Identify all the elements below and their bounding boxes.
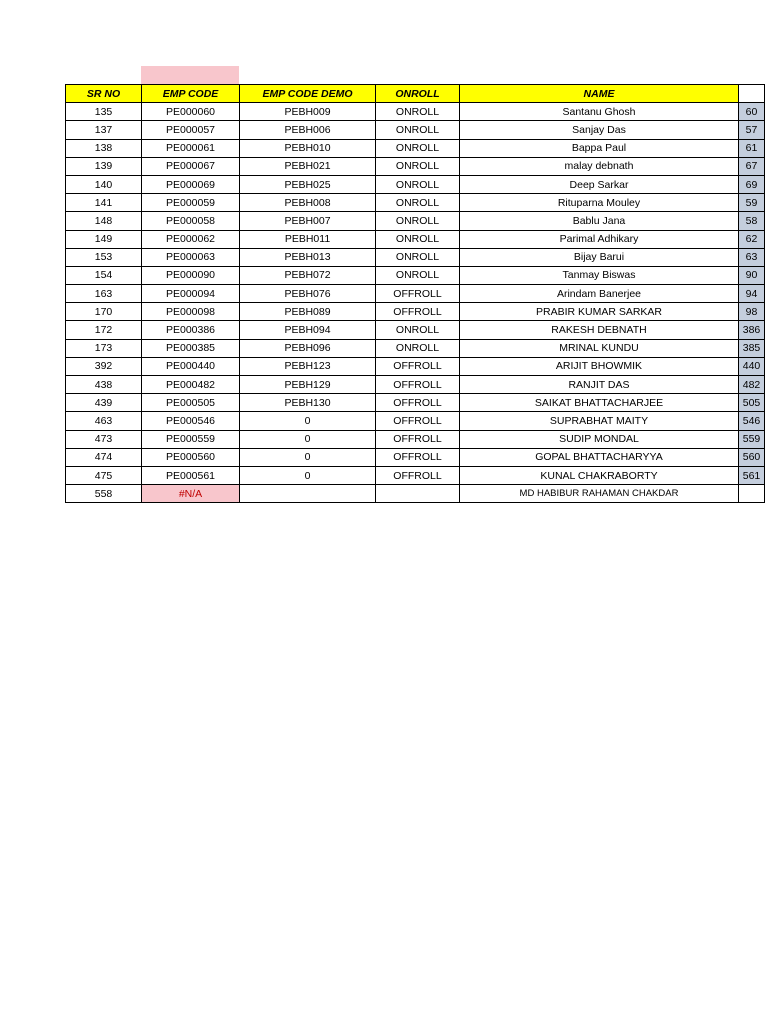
cell-name[interactable]: Bappa Paul — [460, 139, 739, 157]
cell-number[interactable]: 386 — [739, 321, 765, 339]
cell-sr-no[interactable]: 558 — [66, 485, 142, 503]
cell-emp-code-demo[interactable]: PEBH010 — [240, 139, 376, 157]
cell-sr-no[interactable]: 153 — [66, 248, 142, 266]
cell-onroll[interactable]: ONROLL — [376, 266, 460, 284]
cell-emp-code[interactable]: PE000560 — [142, 448, 240, 466]
cell-onroll[interactable]: ONROLL — [376, 321, 460, 339]
cell-emp-code[interactable]: PE000385 — [142, 339, 240, 357]
cell-sr-no[interactable]: 170 — [66, 303, 142, 321]
cell-name[interactable]: Bijay Barui — [460, 248, 739, 266]
table-row — [66, 157, 765, 175]
cell-sr-no[interactable]: 139 — [66, 157, 142, 175]
cell-emp-code-demo[interactable]: PEBH007 — [240, 212, 376, 230]
cell-sr-no[interactable]: 438 — [66, 376, 142, 394]
cell-name[interactable]: GOPAL BHATTACHARYYA — [460, 448, 739, 466]
table-row — [66, 139, 765, 157]
cell-name[interactable]: Sanjay Das — [460, 121, 739, 139]
cell-name[interactable]: SUPRABHAT MAITY — [460, 412, 739, 430]
cell-onroll[interactable]: OFFROLL — [376, 285, 460, 303]
table-row-last — [66, 485, 765, 503]
cell-emp-code[interactable]: PE000059 — [142, 194, 240, 212]
cell-name[interactable]: PRABIR KUMAR SARKAR — [460, 303, 739, 321]
cell-sr-no[interactable]: 140 — [66, 175, 142, 193]
cell-number[interactable]: 69 — [739, 175, 765, 193]
cell-number[interactable]: 482 — [739, 376, 765, 394]
cell-emp-code[interactable]: PE000063 — [142, 248, 240, 266]
cell-number[interactable]: 61 — [739, 139, 765, 157]
cell-emp-code[interactable]: PE000386 — [142, 321, 240, 339]
header-emp-code-demo[interactable]: EMP CODE DEMO — [240, 85, 376, 103]
header-number[interactable] — [739, 85, 765, 103]
cell-onroll[interactable]: OFFROLL — [376, 303, 460, 321]
cell-name[interactable]: Deep Sarkar — [460, 175, 739, 193]
cell-emp-code-demo[interactable]: PEBH013 — [240, 248, 376, 266]
cell-name[interactable]: Rituparna Mouley — [460, 194, 739, 212]
cell-onroll[interactable]: OFFROLL — [376, 394, 460, 412]
table-body — [66, 103, 765, 503]
cell-emp-code-demo[interactable]: 0 — [240, 466, 376, 484]
employee-table — [65, 84, 765, 503]
cell-sr-no[interactable]: 138 — [66, 139, 142, 157]
cell-emp-code[interactable]: PE000440 — [142, 357, 240, 375]
cell-emp-code[interactable]: PE000069 — [142, 175, 240, 193]
cell-number[interactable] — [739, 485, 765, 503]
header-sr-no[interactable]: SR NO — [66, 85, 142, 103]
cell-onroll[interactable]: ONROLL — [376, 230, 460, 248]
cell-sr-no[interactable]: 474 — [66, 448, 142, 466]
cell-name[interactable]: Tanmay Biswas — [460, 266, 739, 284]
cell-number[interactable]: 59 — [739, 194, 765, 212]
table-row — [66, 103, 765, 121]
cell-number[interactable]: 561 — [739, 466, 765, 484]
cell-emp-code[interactable]: PE000094 — [142, 285, 240, 303]
cell-emp-code[interactable]: PE000559 — [142, 430, 240, 448]
cell-sr-no[interactable]: 163 — [66, 285, 142, 303]
cell-number[interactable]: 57 — [739, 121, 765, 139]
cell-emp-code[interactable]: PE000482 — [142, 376, 240, 394]
table-row — [66, 357, 765, 375]
table-row — [66, 448, 765, 466]
cell-sr-no[interactable]: 149 — [66, 230, 142, 248]
cell-emp-code[interactable]: PE000090 — [142, 266, 240, 284]
header-emp-code[interactable]: EMP CODE — [142, 85, 240, 103]
cell-number[interactable]: 58 — [739, 212, 765, 230]
cell-number[interactable]: 98 — [739, 303, 765, 321]
cell-emp-code-demo[interactable]: PEBH011 — [240, 230, 376, 248]
cell-name[interactable]: KUNAL CHAKRABORTY — [460, 466, 739, 484]
cell-onroll[interactable] — [376, 485, 460, 503]
cell-emp-code[interactable]: PE000061 — [142, 139, 240, 157]
cell-onroll[interactable]: OFFROLL — [376, 466, 460, 484]
cell-emp-code-demo[interactable]: PEBH129 — [240, 376, 376, 394]
cell-name[interactable]: MD HABIBUR RAHAMAN CHAKDAR — [460, 485, 739, 503]
table-row — [66, 376, 765, 394]
cell-sr-no[interactable]: 463 — [66, 412, 142, 430]
cell-name[interactable]: RANJIT DAS — [460, 376, 739, 394]
highlighted-header-cell — [141, 66, 239, 84]
cell-emp-code-demo[interactable]: 0 — [240, 448, 376, 466]
cell-emp-code[interactable]: PE000561 — [142, 466, 240, 484]
cell-number[interactable]: 62 — [739, 230, 765, 248]
cell-onroll[interactable]: ONROLL — [376, 139, 460, 157]
cell-emp-code-demo[interactable]: PEBH089 — [240, 303, 376, 321]
cell-emp-code-demo[interactable]: PEBH008 — [240, 194, 376, 212]
cell-emp-code-demo[interactable]: 0 — [240, 412, 376, 430]
table-row — [66, 339, 765, 357]
cell-emp-code-demo[interactable]: 0 — [240, 430, 376, 448]
cell-onroll[interactable]: OFFROLL — [376, 412, 460, 430]
cell-emp-code-demo[interactable]: PEBH094 — [240, 321, 376, 339]
cell-onroll[interactable]: ONROLL — [376, 175, 460, 193]
cell-name[interactable]: MRINAL KUNDU — [460, 339, 739, 357]
cell-onroll[interactable]: ONROLL — [376, 157, 460, 175]
cell-name[interactable]: Santanu Ghosh — [460, 103, 739, 121]
cell-onroll[interactable]: ONROLL — [376, 248, 460, 266]
cell-number[interactable]: 385 — [739, 339, 765, 357]
cell-emp-code[interactable]: PE000505 — [142, 394, 240, 412]
cell-emp-code-demo[interactable]: PEBH096 — [240, 339, 376, 357]
cell-onroll[interactable]: ONROLL — [376, 194, 460, 212]
cell-number[interactable]: 67 — [739, 157, 765, 175]
table-row — [66, 230, 765, 248]
table-row — [66, 266, 765, 284]
cell-name[interactable]: SAIKAT BHATTACHARJEE — [460, 394, 739, 412]
table-row — [66, 194, 765, 212]
cell-emp-code[interactable]: PE000057 — [142, 121, 240, 139]
cell-sr-no[interactable]: 135 — [66, 103, 142, 121]
cell-number[interactable]: 440 — [739, 357, 765, 375]
cell-emp-code-demo[interactable]: PEBH009 — [240, 103, 376, 121]
cell-emp-code[interactable]: PE000098 — [142, 303, 240, 321]
cell-number[interactable]: 90 — [739, 266, 765, 284]
cell-emp-code[interactable]: #N/A — [142, 485, 240, 503]
cell-sr-no[interactable]: 141 — [66, 194, 142, 212]
cell-emp-code-demo[interactable]: PEBH130 — [240, 394, 376, 412]
table-row — [66, 248, 765, 266]
cell-number[interactable]: 60 — [739, 103, 765, 121]
cell-onroll[interactable]: OFFROLL — [376, 448, 460, 466]
cell-emp-code[interactable]: PE000546 — [142, 412, 240, 430]
cell-name[interactable]: SUDIP MONDAL — [460, 430, 739, 448]
cell-emp-code[interactable]: PE000058 — [142, 212, 240, 230]
cell-number[interactable]: 559 — [739, 430, 765, 448]
cell-emp-code[interactable]: PE000060 — [142, 103, 240, 121]
cell-emp-code-demo[interactable]: PEBH006 — [240, 121, 376, 139]
table-row — [66, 285, 765, 303]
cell-name[interactable]: Parimal Adhikary — [460, 230, 739, 248]
cell-sr-no[interactable]: 154 — [66, 266, 142, 284]
cell-emp-code-demo[interactable]: PEBH076 — [240, 285, 376, 303]
cell-number[interactable]: 63 — [739, 248, 765, 266]
cell-emp-code-demo[interactable]: PEBH072 — [240, 266, 376, 284]
table-row — [66, 121, 765, 139]
cell-onroll[interactable]: OFFROLL — [376, 357, 460, 375]
table-row — [66, 303, 765, 321]
cell-sr-no[interactable]: 173 — [66, 339, 142, 357]
cell-onroll[interactable]: ONROLL — [376, 339, 460, 357]
cell-sr-no[interactable]: 473 — [66, 430, 142, 448]
cell-sr-no[interactable]: 475 — [66, 466, 142, 484]
table-row — [66, 175, 765, 193]
table-row — [66, 430, 765, 448]
cell-onroll[interactable]: ONROLL — [376, 121, 460, 139]
cell-emp-code[interactable]: PE000062 — [142, 230, 240, 248]
table-row — [66, 212, 765, 230]
cell-name[interactable]: malay debnath — [460, 157, 739, 175]
cell-emp-code-demo[interactable]: PEBH021 — [240, 157, 376, 175]
cell-number[interactable]: 560 — [739, 448, 765, 466]
header-onroll[interactable]: ONROLL — [376, 85, 460, 103]
cell-name[interactable]: ARIJIT BHOWMIK — [460, 357, 739, 375]
cell-emp-code-demo[interactable]: PEBH123 — [240, 357, 376, 375]
header-name[interactable]: NAME — [460, 85, 739, 103]
cell-name[interactable]: Bablu Jana — [460, 212, 739, 230]
table-row — [66, 321, 765, 339]
header-row — [66, 85, 765, 103]
cell-sr-no[interactable]: 137 — [66, 121, 142, 139]
cell-onroll[interactable]: OFFROLL — [376, 430, 460, 448]
table-row — [66, 394, 765, 412]
cell-number[interactable]: 94 — [739, 285, 765, 303]
cell-onroll[interactable]: ONROLL — [376, 212, 460, 230]
cell-sr-no[interactable]: 172 — [66, 321, 142, 339]
cell-name[interactable]: RAKESH DEBNATH — [460, 321, 739, 339]
cell-sr-no[interactable]: 392 — [66, 357, 142, 375]
table-row — [66, 412, 765, 430]
cell-sr-no[interactable]: 148 — [66, 212, 142, 230]
cell-number[interactable]: 546 — [739, 412, 765, 430]
cell-name[interactable]: Arindam Banerjee — [460, 285, 739, 303]
cell-emp-code[interactable]: PE000067 — [142, 157, 240, 175]
table-row — [66, 466, 765, 484]
cell-sr-no[interactable]: 439 — [66, 394, 142, 412]
cell-onroll[interactable]: OFFROLL — [376, 376, 460, 394]
cell-emp-code-demo[interactable]: PEBH025 — [240, 175, 376, 193]
cell-emp-code-demo[interactable] — [240, 485, 376, 503]
cell-number[interactable]: 505 — [739, 394, 765, 412]
cell-onroll[interactable]: ONROLL — [376, 103, 460, 121]
